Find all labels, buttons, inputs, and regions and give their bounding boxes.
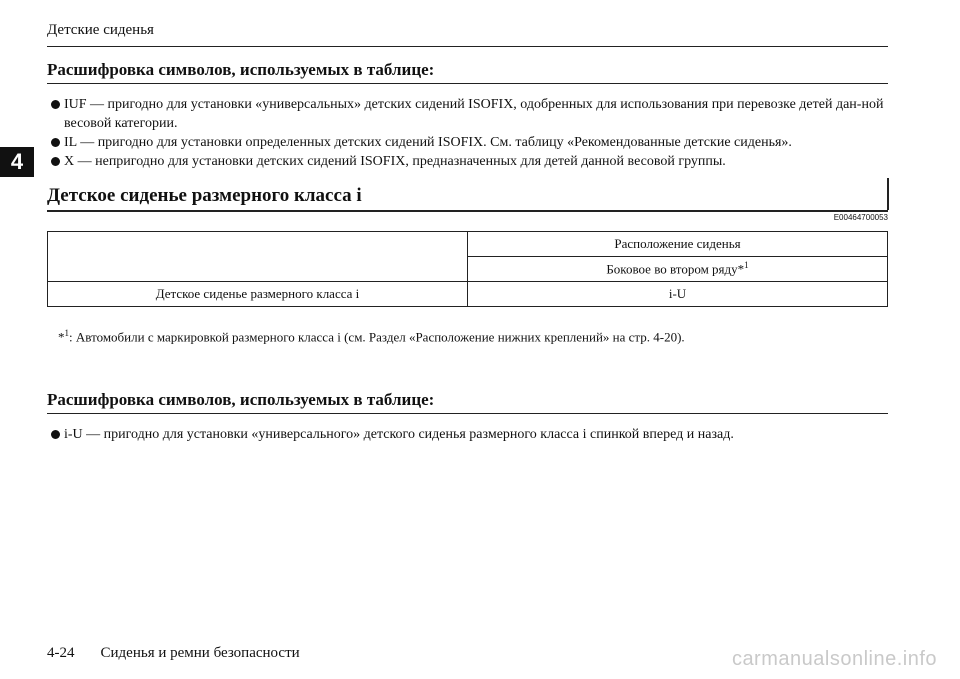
- section-rule: [47, 413, 888, 414]
- chapter-tab: 4: [0, 147, 34, 177]
- list-item: i-U — пригодно для установки «универсального» детского сиденья размерного класса i спинкой вперед и назад.: [51, 425, 891, 444]
- seat-table: [47, 231, 888, 307]
- section-rule: [47, 83, 888, 84]
- bullet-icon: [51, 138, 60, 147]
- heading-frame-bar: [887, 178, 889, 210]
- watermark: carmanualsonline.info: [731, 648, 937, 670]
- list-item: IL — пригодно для установки определенных детских сидений ISOFIX. См. таблицу «Рекомендованные детские сиденья».: [51, 133, 891, 152]
- symbols-list: [51, 95, 891, 171]
- bullet-icon: [51, 157, 60, 166]
- page-number: 4-24: [47, 645, 75, 661]
- table-corner-cell: [48, 232, 468, 282]
- document-code: E00464700053: [833, 213, 888, 222]
- list-item: X — непригодно для установки детских сидений ISOFIX, предназначенных для детей данной весовой группы.: [51, 152, 891, 171]
- bullet-icon: [51, 430, 60, 439]
- table-header-cell: Расположение сиденья: [468, 232, 888, 257]
- list-item: IUF — пригодно для установки «универсальных» детских сидений ISOFIX, одобренных для использования при перевозке детей дан-ной весовой категории.: [51, 95, 891, 133]
- bullet-icon: [51, 100, 60, 109]
- heading-frame-rule: [47, 210, 888, 212]
- symbols-list-2: [51, 425, 891, 444]
- section-heading-symbols-2: Расшифровка символов, используемых в таблице:: [47, 390, 435, 409]
- table-cell-value: i-U: [468, 282, 888, 307]
- section-heading-symbols: Расшифровка символов, используемых в таблице:: [47, 60, 435, 79]
- table-row: [48, 232, 888, 257]
- header-rule: [47, 46, 888, 47]
- running-header: Детские сиденья: [47, 22, 154, 38]
- table-row: [48, 282, 888, 307]
- table-row-label: Детское сиденье размерного класса i: [48, 282, 468, 307]
- page-footer: [47, 645, 300, 662]
- footer-section: Сиденья и ремни безопасности: [100, 645, 300, 661]
- section-heading-isize: Детское сиденье размерного класса i: [47, 185, 362, 206]
- table-subheader-cell: Боковое во втором ряду*$^1$: [468, 257, 888, 282]
- footnote: *$^1$: Автомобили с маркировкой размерного класса i (см. Раздел «Расположение нижних креплений» на стр. 4-20).: [58, 328, 685, 345]
